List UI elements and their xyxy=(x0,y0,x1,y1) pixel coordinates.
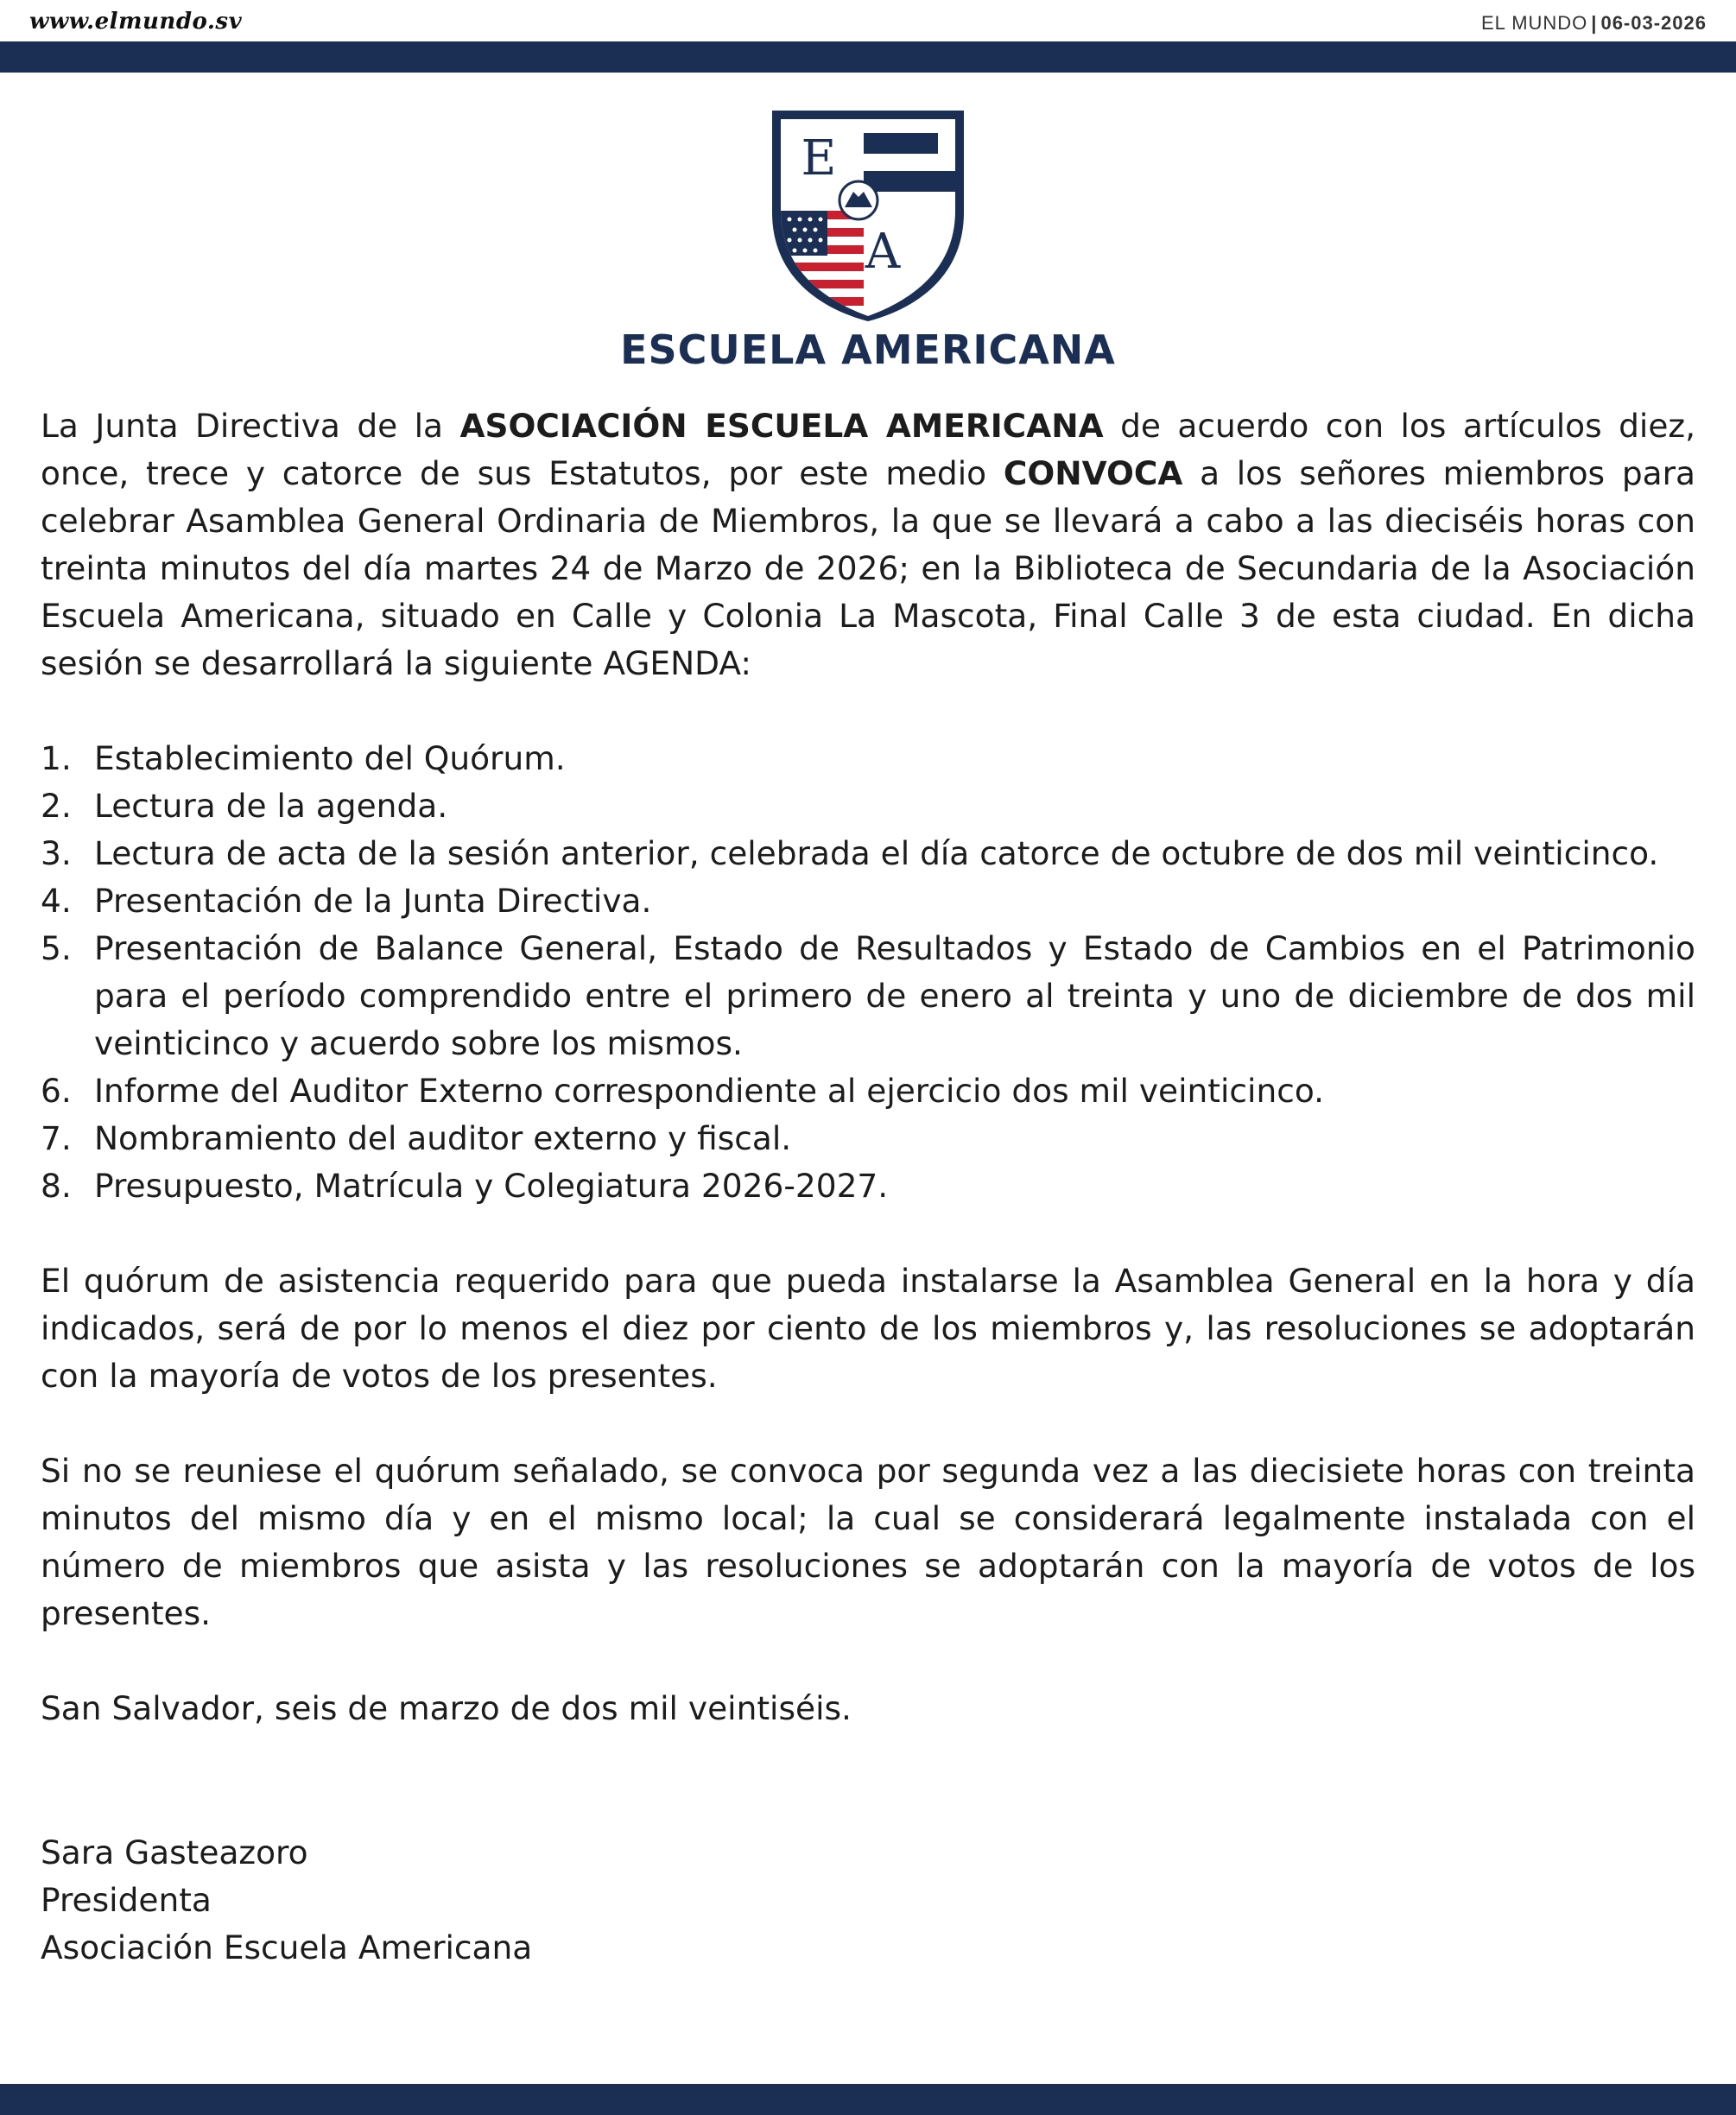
bottom-navy-bar xyxy=(0,2084,1736,2115)
flag-red-stripe-2 xyxy=(827,228,864,237)
site-url: www.elmundo.sv xyxy=(29,9,243,35)
publication-header xyxy=(1481,12,1707,35)
agenda-item: 4. Presentación de la Junta Directiva. xyxy=(41,882,652,920)
shield-stripe-2 xyxy=(864,171,955,192)
flag-red-stripe-3 xyxy=(827,245,864,254)
place-date: San Salvador, seis de marzo de dos mil veintiséis. xyxy=(41,1689,852,1727)
agenda-list xyxy=(41,735,1695,1210)
intro-text-3: a los señores miembros para celebrar Asamblea General Ordinaria de Miembros, la que se llevará a cabo a las dieciséis horas con treinta minutos del día martes 24 de Marzo de 2026; en la Biblioteca de Secundaria de la Asociación Escuela Americana, situado en Calle y Colonia La Mascota, Final Calle 3 de esta ciudad. En dicha sesión se desarrollará la siguiente AGENDA: xyxy=(41,454,1695,682)
publication-name: EL MUNDO xyxy=(1480,12,1588,34)
signature-block xyxy=(41,1829,532,1972)
flag-red-stripe-5 xyxy=(781,280,864,288)
notice-body xyxy=(41,402,1695,1732)
agenda-item: 6. Informe del Auditor Externo correspondiente al ejercicio dos mil veinticinco. xyxy=(41,1072,1325,1110)
agenda-item: 7. Nombramiento del auditor externo y fiscal. xyxy=(41,1119,792,1157)
header-separator: | xyxy=(1591,12,1598,34)
second-call-paragraph: Si no se reuniese el quórum señalado, se convoca por segunda vez a las diecisiete horas con treinta minutos del mismo día y en el mismo local; la cual se considerará legalmente instalada con el número de miembros que asista y las resoluciones se adoptarán con la mayoría de votos de los presentes. xyxy=(41,1452,1695,1632)
quorum-paragraph: El quórum de asistencia requerido para que pueda instalarse la Asamblea General en la hora y día indicados, será de por lo menos el diez por ciento de los miembros y, las resoluciones se adoptarán con la mayoría de votos de los presentes. xyxy=(41,1262,1695,1395)
signer-name: Sara Gasteazoro xyxy=(41,1833,308,1871)
shield-svg xyxy=(769,107,967,323)
association-name-bold: ASOCIACIÓN ESCUELA AMERICANA xyxy=(459,407,1104,445)
agenda-item: 1. Establecimiento del Quórum. xyxy=(41,739,566,777)
intro-text-1: La Junta Directiva de la xyxy=(41,407,460,445)
shield-letter-a: A xyxy=(865,224,901,280)
top-navy-bar xyxy=(0,41,1736,73)
intro-paragraph xyxy=(41,402,1695,687)
escuela-americana-shield-icon xyxy=(769,107,967,323)
shield-stripe-1 xyxy=(864,133,938,154)
agenda-item: 3. Lectura de acta de la sesión anterior, celebrada el día catorce de octubre de dos mil veinticinco. xyxy=(41,834,1659,872)
publication-date: 06-03-2026 xyxy=(1600,12,1707,34)
organization-name: ESCUELA AMERICANA xyxy=(620,326,1116,373)
agenda-item: 8. Presupuesto, Matrícula y Colegiatura 2026-2027. xyxy=(41,1167,889,1205)
convoca-bold: CONVOCA xyxy=(1003,454,1183,492)
signer-organization: Asociación Escuela Americana xyxy=(41,1928,533,1966)
shield-letter-e: E xyxy=(801,130,837,187)
agenda-item: 5. Presentación de Balance General, Estado de Resultados y Estado de Cambios en el Patrimonio para el período comprendido entre el primero de enero al treinta y uno de diciembre de dos mil veinticinco y acuerdo sobre los mismos. xyxy=(41,929,1695,1062)
signer-title: Presidenta xyxy=(41,1881,212,1919)
agenda-item: 2. Lectura de la agenda. xyxy=(41,787,448,825)
intro-text-2: de acuerdo con los artículos diez, once, trece y catorce de sus Estatutos, por este medio xyxy=(41,407,1695,492)
